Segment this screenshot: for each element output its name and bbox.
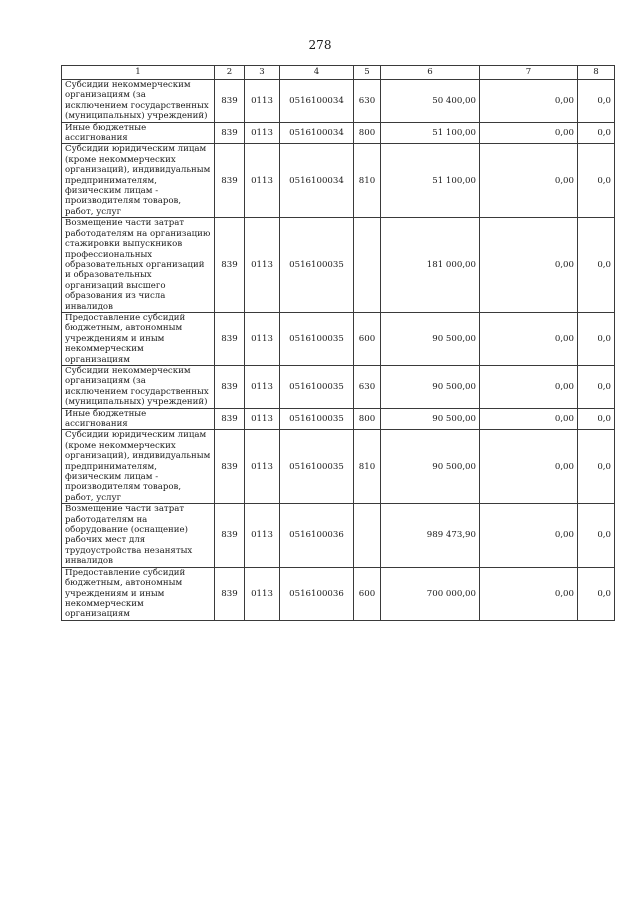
cell-col8: 0,0 [578, 365, 615, 408]
cell-col7: 0,00 [480, 567, 578, 620]
cell-col4: 0516100035 [280, 430, 354, 504]
cell-col8: 0,0 [578, 430, 615, 504]
cell-col5: 600 [354, 312, 381, 365]
cell-col8: 0,0 [578, 408, 615, 430]
row-description: Возмещение части затрат работодателям на организацию стажировки выпускников профессиональных образовательных организаций и образовательных организаций высшего образования из числа инвалидов [62, 218, 215, 313]
cell-col4: 0516100034 [280, 144, 354, 218]
cell-col3: 0113 [245, 504, 280, 567]
table-row [62, 312, 615, 365]
row-description: Субсидии некоммерческим организациям (за исключением государственных (муниципальных) учреждений) [62, 80, 215, 123]
cell-col3: 0113 [245, 312, 280, 365]
row-description: Субсидии некоммерческим организациям (за исключением государственных (муниципальных) учреждений) [62, 365, 215, 408]
column-header: 3 [245, 66, 280, 80]
table-header-row [62, 66, 615, 80]
page-number: 278 [308, 38, 332, 52]
cell-col2: 839 [215, 408, 245, 430]
cell-col3: 0113 [245, 144, 280, 218]
table-row [62, 430, 615, 504]
cell-col2: 839 [215, 567, 245, 620]
cell-col7: 0,00 [480, 144, 578, 218]
cell-col6: 90 500,00 [381, 408, 480, 430]
table-row [62, 144, 615, 218]
row-description: Возмещение части затрат работодателям на оборудование (оснащение) рабочих мест для трудоустройства незанятых инвалидов [62, 504, 215, 567]
cell-col2: 839 [215, 312, 245, 365]
row-description: Иные бюджетные ассигнования [62, 408, 215, 430]
cell-col8: 0,0 [578, 80, 615, 123]
cell-col5 [354, 218, 381, 313]
row-description: Предоставление субсидий бюджетным, автономным учреждениям и иным некоммерческим организациям [62, 312, 215, 365]
cell-col3: 0113 [245, 365, 280, 408]
row-description: Субсидии юридическим лицам (кроме некоммерческих организаций), индивидуальным предпринимателям, физическим лицам - производителям товаров, работ, услуг [62, 430, 215, 504]
cell-col4: 0516100036 [280, 504, 354, 567]
cell-col6: 51 100,00 [381, 144, 480, 218]
cell-col7: 0,00 [480, 218, 578, 313]
cell-col3: 0113 [245, 430, 280, 504]
cell-col2: 839 [215, 218, 245, 313]
column-header: 2 [215, 66, 245, 80]
cell-col3: 0113 [245, 408, 280, 430]
cell-col5: 800 [354, 122, 381, 144]
cell-col4: 0516100035 [280, 408, 354, 430]
row-description: Предоставление субсидий бюджетным, автономным учреждениям и иным некоммерческим организациям [62, 567, 215, 620]
cell-col5 [354, 504, 381, 567]
column-header: 4 [280, 66, 354, 80]
cell-col3: 0113 [245, 80, 280, 123]
cell-col3: 0113 [245, 218, 280, 313]
table-row [62, 567, 615, 620]
cell-col8: 0,0 [578, 122, 615, 144]
row-description: Иные бюджетные ассигнования [62, 122, 215, 144]
table-row [62, 80, 615, 123]
cell-col7: 0,00 [480, 312, 578, 365]
table-body [62, 80, 615, 621]
cell-col8: 0,0 [578, 144, 615, 218]
cell-col7: 0,00 [480, 504, 578, 567]
budget-table [61, 65, 615, 621]
cell-col2: 839 [215, 144, 245, 218]
table-row [62, 504, 615, 567]
cell-col2: 839 [215, 122, 245, 144]
cell-col2: 839 [215, 80, 245, 123]
cell-col5: 600 [354, 567, 381, 620]
cell-col6: 50 400,00 [381, 80, 480, 123]
cell-col6: 181 000,00 [381, 218, 480, 313]
table-row [62, 408, 615, 430]
cell-col5: 810 [354, 430, 381, 504]
cell-col7: 0,00 [480, 80, 578, 123]
cell-col5: 800 [354, 408, 381, 430]
cell-col5: 630 [354, 365, 381, 408]
cell-col6: 90 500,00 [381, 430, 480, 504]
column-header: 1 [62, 66, 215, 80]
cell-col2: 839 [215, 365, 245, 408]
cell-col2: 839 [215, 504, 245, 567]
cell-col6: 90 500,00 [381, 365, 480, 408]
cell-col7: 0,00 [480, 430, 578, 504]
cell-col6: 700 000,00 [381, 567, 480, 620]
column-header: 6 [381, 66, 480, 80]
table-row [62, 365, 615, 408]
cell-col8: 0,0 [578, 218, 615, 313]
cell-col8: 0,0 [578, 567, 615, 620]
cell-col6: 989 473,90 [381, 504, 480, 567]
cell-col8: 0,0 [578, 312, 615, 365]
cell-col2: 839 [215, 430, 245, 504]
cell-col8: 0,0 [578, 504, 615, 567]
cell-col4: 0516100034 [280, 80, 354, 123]
column-header: 5 [354, 66, 381, 80]
cell-col3: 0113 [245, 122, 280, 144]
cell-col4: 0516100034 [280, 122, 354, 144]
row-description: Субсидии юридическим лицам (кроме некоммерческих организаций), индивидуальным предпринимателям, физическим лицам - производителям товаров, работ, услуг [62, 144, 215, 218]
table-row [62, 218, 615, 313]
column-header: 7 [480, 66, 578, 80]
cell-col7: 0,00 [480, 365, 578, 408]
column-header: 8 [578, 66, 615, 80]
cell-col7: 0,00 [480, 408, 578, 430]
cell-col3: 0113 [245, 567, 280, 620]
cell-col6: 51 100,00 [381, 122, 480, 144]
cell-col5: 810 [354, 144, 381, 218]
cell-col7: 0,00 [480, 122, 578, 144]
cell-col5: 630 [354, 80, 381, 123]
cell-col4: 0516100036 [280, 567, 354, 620]
cell-col4: 0516100035 [280, 312, 354, 365]
cell-col4: 0516100035 [280, 365, 354, 408]
cell-col4: 0516100035 [280, 218, 354, 313]
table-row [62, 122, 615, 144]
cell-col6: 90 500,00 [381, 312, 480, 365]
